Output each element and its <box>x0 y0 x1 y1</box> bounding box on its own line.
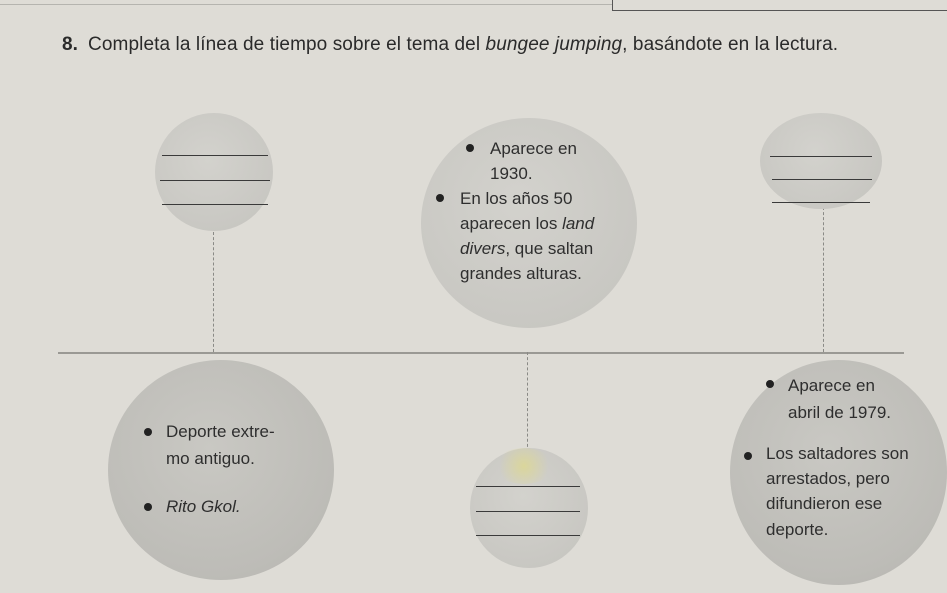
connector-right-top <box>823 207 824 352</box>
answer-line-top-right-3[interactable] <box>772 202 870 203</box>
circle-top-left <box>155 113 273 231</box>
top-center-line-5 <box>460 236 593 261</box>
question-text-italic: bungee jumping <box>485 34 623 55</box>
bullet-top-center-1 <box>466 144 474 152</box>
timeline-axis <box>58 352 904 354</box>
bottom-right-line-6: deporte. <box>766 520 829 539</box>
answer-line-top-left-3[interactable] <box>162 204 268 205</box>
top-center-line-4-italic: land <box>562 214 595 233</box>
stain-mark <box>494 448 554 484</box>
top-center-line-5-text: , que saltan <box>505 239 594 258</box>
question-number: 8. <box>62 34 79 55</box>
top-answer-box <box>612 0 947 11</box>
bottom-left-line-3-text: Rito Gkol. <box>166 497 241 516</box>
bottom-left-line-2: mo antiguo. <box>166 449 255 468</box>
connector-left-top <box>213 232 214 352</box>
answer-line-bottom-center-1[interactable] <box>476 486 580 487</box>
answer-line-top-right-1[interactable] <box>770 156 872 157</box>
answer-line-top-right-2[interactable] <box>772 179 872 180</box>
top-center-line-1: Aparece en <box>490 139 577 158</box>
answer-line-top-left-2[interactable] <box>160 180 270 181</box>
bullet-bottom-right-2 <box>744 452 752 460</box>
question-text-after: , basándote en la lectura. <box>622 34 839 55</box>
bottom-right-line-2: abril de 1979. <box>788 403 892 422</box>
bullet-bottom-right-1 <box>766 380 774 388</box>
top-center-line-4-text: aparecen los <box>460 214 563 233</box>
top-center-line-3: En los años 50 <box>460 189 573 208</box>
bottom-right-line-1: Aparece en <box>788 376 875 395</box>
answer-line-bottom-center-3[interactable] <box>476 535 580 536</box>
bottom-right-line-4: arrestados, pero <box>766 469 890 488</box>
bottom-right-line-5: difundieron ese <box>766 494 883 513</box>
top-center-line-6: grandes alturas. <box>460 264 582 283</box>
question-text-before: Completa la línea de tiempo sobre el tema del <box>88 34 486 55</box>
question-title <box>62 34 838 56</box>
top-center-line-2: 1930. <box>490 164 533 183</box>
bottom-left-line-1: Deporte extre- <box>166 422 275 441</box>
bullet-bottom-left-1 <box>144 428 152 436</box>
top-center-line-5-italic: divers <box>460 239 506 258</box>
bottom-right-line-3: Los saltadores son <box>766 444 909 463</box>
top-center-line-4 <box>460 211 594 236</box>
answer-line-top-left-1[interactable] <box>162 155 268 156</box>
bottom-left-line-3 <box>166 494 241 519</box>
connector-center-bottom <box>527 352 528 452</box>
bullet-bottom-left-2 <box>144 503 152 511</box>
bullet-top-center-2 <box>436 194 444 202</box>
top-rule <box>0 4 612 5</box>
circle-top-right <box>760 113 882 209</box>
answer-line-bottom-center-2[interactable] <box>476 511 580 512</box>
